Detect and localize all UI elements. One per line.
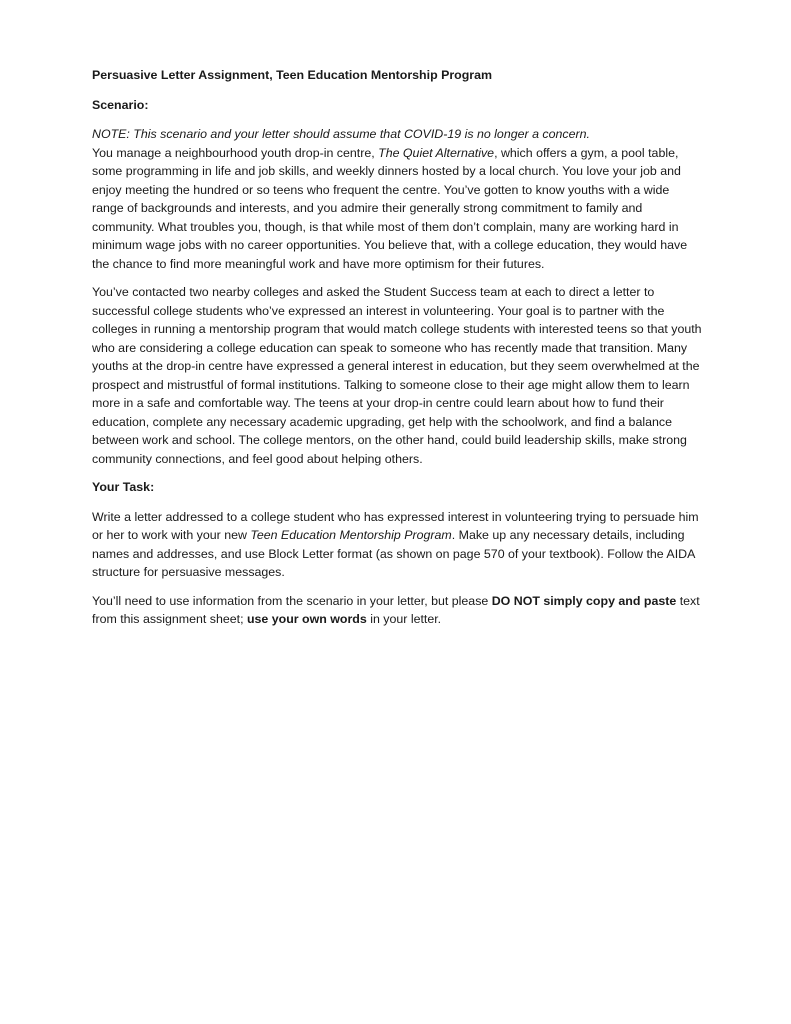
scenario-heading: Scenario: bbox=[92, 97, 149, 112]
task-p1-text-b: . Make up any necessary details, including names and addresses, and use Block Letter format (as shown on page 570 of your textbook). Follow the AIDA structure for persuasive messages. bbox=[92, 528, 695, 579]
task-p2-emphasis-1: DO NOT simply copy and paste bbox=[491, 593, 677, 608]
program-name: Teen Education Mentorship Program bbox=[250, 528, 452, 542]
document-page bbox=[92, 66, 702, 639]
scenario-note: NOTE: This scenario and your letter should assume that COVID-19 is no longer a concern. bbox=[92, 127, 590, 141]
task-paragraph-2 bbox=[92, 592, 702, 629]
scenario-p1-text-a: You manage a neighbourhood youth drop-in centre, bbox=[92, 145, 379, 160]
task-p2-text-b: text from this assignment sheet; bbox=[92, 593, 700, 626]
task-heading: Your Task: bbox=[92, 480, 155, 494]
scenario-paragraph-2: You’ve contacted two nearby colleges and asked the Student Success team at each to direct a letter to successful college students who’ve expressed an interest in volunteering. Your goal is to partner with the colleges in running a mentorship program that would match college students with interested teens so that youth who are considering a college education can speak to someone who has recently made that transition. Many youths at the drop-in centre have expressed a general interest in education, but they seem overwhelmed at the prospect and mistrustful of formal institutions. Talking to someone close to their age might allow them to learn more in a safe and comfortable way. The teens at your drop-in centre could learn about how to fund their education, complete any necessary academic upgrading, get help with the schoolwork, and find a balance between work and school. The college mentors, on the other hand, could build leadership skills, make strong community connections, and feel good about helping others. bbox=[92, 285, 702, 466]
task-paragraph-1 bbox=[92, 508, 702, 582]
scenario-p1-text-b: , which offers a gym, a pool table, some programming in life and job skills, and weekly dinners hosted by a local church. You love your job and enjoy meeting the hundred or so teens who frequent the centre. You’ve gotten to know youths with a wide range of backgrounds and interests, and you admire their generally strong commitment to family and community. What troubles you, though, is that while most of them don’t complain, many are working hard in minimum wage jobs with no career opportunities. You believe that, with a college education, they would have the chance to find more meaningful work and have more optimism for their futures. bbox=[92, 145, 688, 271]
task-p2-text-a: You’ll need to use information from the scenario in your letter, but please bbox=[92, 593, 492, 608]
task-p2-emphasis-2: use your own words bbox=[246, 612, 367, 626]
scenario-paragraph-1 bbox=[92, 144, 702, 274]
task-p1-text-a: Write a letter addressed to a college student who has expressed interest in volunteering trying to persuade him or her to work with your new bbox=[92, 509, 699, 542]
centre-name: The Quiet Alternative bbox=[378, 145, 495, 160]
document-title: Persuasive Letter Assignment, Teen Education Mentorship Program bbox=[92, 68, 493, 82]
task-p2-text-c: in your letter. bbox=[366, 612, 442, 626]
